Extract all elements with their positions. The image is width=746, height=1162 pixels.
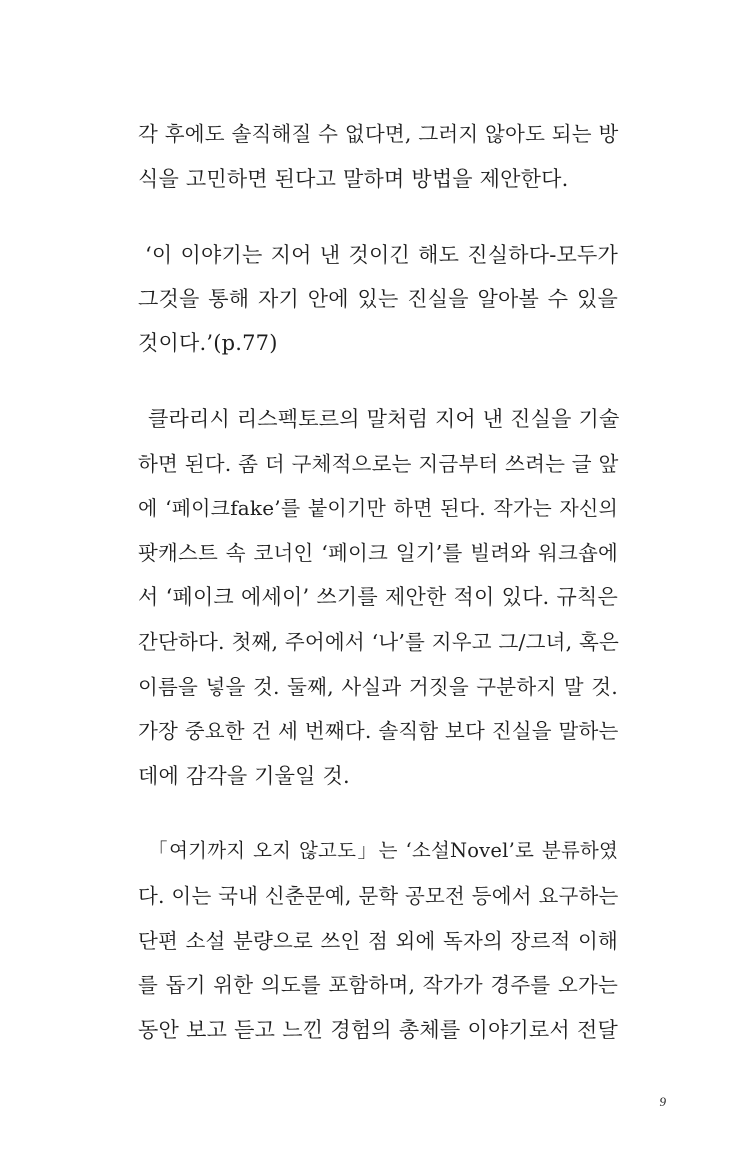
text-line: 이름을 넣을 것. 둘째, 사실과 거짓을 구분하지 말 것.	[138, 675, 618, 699]
text-line: 것이다.’(p.77)	[138, 331, 278, 355]
text-line: 서 ‘페이크 에세이’ 쓰기를 제안한 적이 있다. 규칙은	[138, 585, 618, 609]
text-line: 를 돕기 위한 의도를 포함하며, 작가가 경주를 오가는	[138, 973, 618, 997]
text-line: 식을 고민하면 된다고 말하며 방법을 제안한다.	[138, 167, 569, 191]
text-line: 「여기까지 오지 않고도」는 ‘소설Novel’로 분류하였	[148, 839, 618, 862]
text-line: 각 후에도 솔직해질 수 없다면, 그러지 않아도 되는 방	[138, 122, 619, 146]
text-line: ‘이 이야기는 지어 낸 것이긴 해도 진실하다-모두가	[145, 243, 618, 267]
text-line: 다. 이는 국내 신춘문예, 문학 공모전 등에서 요구하는	[138, 884, 619, 908]
text-line: 클라리시 리스펙토르의 말처럼 지어 낸 진실을 기술	[148, 407, 620, 431]
text-line: 가장 중요한 건 세 번째다. 솔직함 보다 진실을 말하는	[138, 719, 619, 743]
text-line: 에 ‘페이크fake’를 붙이기만 하면 된다. 작가는 자신의	[138, 496, 618, 520]
text-line: 동안 보고 듣고 느낀 경험의 총체를 이야기로서 전달	[138, 1018, 618, 1042]
text-line: 간단하다. 첫째, 주어에서 ‘나’를 지우고 그/그녀, 혹은	[138, 630, 620, 654]
text-line: 데에 감각을 기울일 것.	[138, 764, 350, 788]
text-line: 팟캐스트 속 코너인 ‘페이크 일기’를 빌려와 워크숍에	[138, 541, 618, 565]
text-line: 하면 된다. 좀 더 구체적으로는 지금부터 쓰려는 글 앞	[138, 452, 619, 476]
text-line: 단편 소설 분량으로 쓰인 점 외에 독자의 장르적 이해	[138, 929, 618, 953]
text-line: 그것을 통해 자기 안에 있는 진실을 알아볼 수 있을	[138, 287, 618, 311]
page-number: 9	[659, 1094, 666, 1109]
